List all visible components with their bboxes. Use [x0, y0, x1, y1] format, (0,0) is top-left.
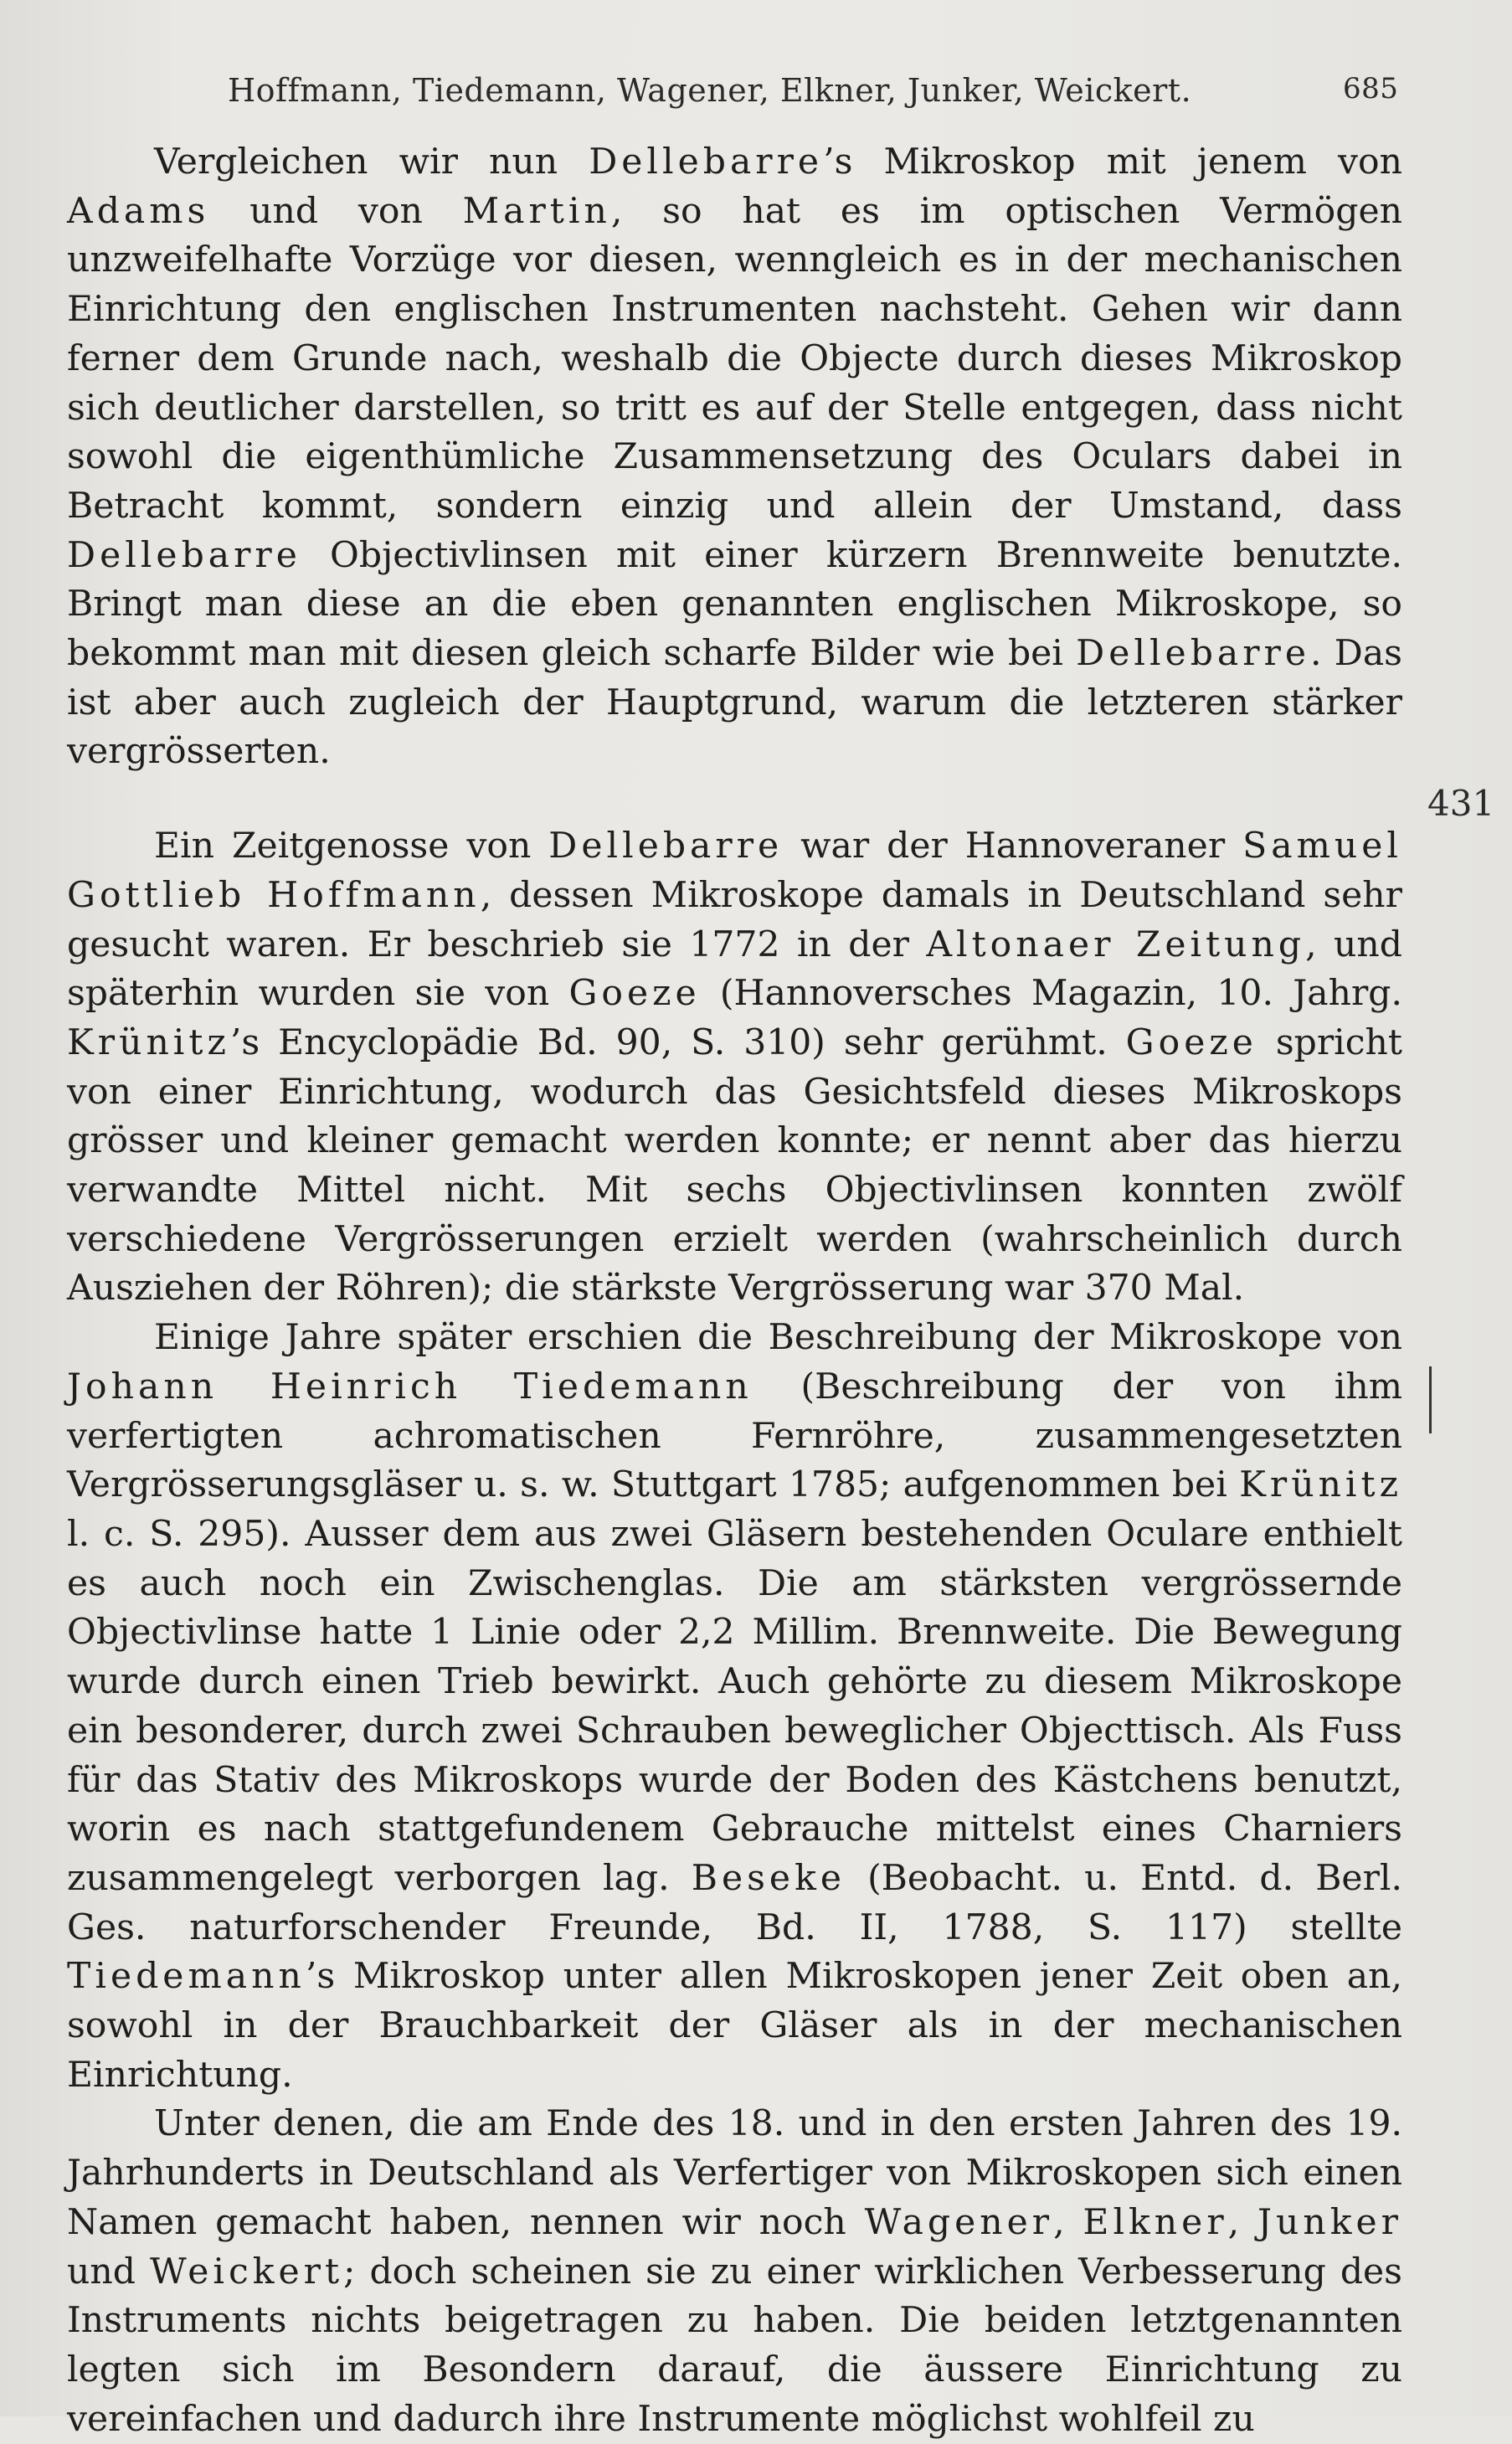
text-run: spricht von einer Einrichtung, wodurch das Gesichtsfeld dieses Mikroskops grösser und kleiner gemacht werden konnte; er nennt aber das hierzu verwandte Mittel nicht. Mit sechs Objectivlinsen konnten zwölf verschiedene Vergrösserungen erzielt werden (wahrscheinlich durch Ausziehen der Röhren); die stärkste Vergrösserung war 370 Mal. — [67, 1021, 1403, 1309]
margin-section-number: 431 — [1427, 783, 1495, 824]
paragraph-4 — [67, 2100, 1402, 2444]
spaced-name: Goeze — [1125, 1021, 1257, 1063]
spaced-name: Dellebarre — [1076, 633, 1311, 675]
margin-mark — [1429, 1366, 1432, 1433]
spaced-name: Dellebarre — [67, 534, 301, 576]
header-title: Hoffmann, Tiedemann, Wagener, Elkner, Junker, Weickert. — [228, 72, 1192, 109]
text-run: ; doch scheinen sie zu einer wirklichen Verbesserung des Instruments nichts beigetragen zu haben. Die beiden letztgenannten legten sich im Besondern darauf, die äussere Einrichtung zu vereinfachen und dadurch ihre Instrumente möglichst wohlfeil zu — [67, 2251, 1402, 2440]
paragraph-3 — [67, 1314, 1402, 2100]
spaced-name: Altonaer Zeitung — [926, 924, 1306, 965]
spaced-name: Goeze — [568, 973, 701, 1015]
spaced-name: Beseke — [691, 1857, 846, 1899]
spaced-name: Samuel Gottlieb Hoffmann — [67, 826, 1402, 916]
text-run: (Beschreibung der von ihm verfertigten achromatischen Fernröhre, zusammengesetzten Vergrösserungsgläser u. s. w. Stuttgart 1785; aufgenommen bei — [67, 1366, 1402, 1506]
text-run: , — [1227, 2201, 1257, 2243]
body-text — [67, 138, 1402, 2444]
text-run: l. c. S. 295). Ausser dem aus zwei Gläsern bestehenden Oculare enthielt es auch noch ein Zwischenglas. Die am stärksten vergrössernde Objectivlinse hatte 1 Linie oder 2,2 Millim. Brennweite. Die Bewegung wurde durch einen Trieb bewirkt. Auch gehörte zu diesem Mikroskope ein besonderer, durch zwei Schrauben beweglicher Objecttisch. Als Fuss für das Stativ des Mikroskops wurde der Boden des Kästchens benutzt, worin es nach stattgefundenem Gebrauche mittelst eines Charniers zusammengelegt verborgen lag. — [67, 1513, 1402, 1899]
page-number: 685 — [1343, 72, 1399, 105]
text-run: ’s Mikroskop unter allen Mikroskopen jener Zeit oben an, sowohl in der Brauchbarkeit der Gläser als in der mechanischen Einrichtung. — [67, 1956, 1402, 2096]
text-run: Unter denen, die am Ende des 18. und in den ersten Jahren des 19. Jahrhunderts in Deutschland als Verfertiger von Mikroskopen sich einen Namen gemacht haben, nennen wir noch — [67, 2103, 1402, 2243]
text-run: , — [1053, 2201, 1083, 2243]
spaced-name: Tiedemann — [67, 1956, 306, 1998]
spaced-name: Elkner — [1083, 2201, 1228, 2243]
text-run: und von — [209, 190, 463, 232]
text-run: Objectivlinsen mit einer kürzern Brennweite benutzte. Bringt man diese an die eben genannten englischen Mikroskope, so bekommt man mit diesen gleich scharfe Bilder wie bei — [67, 534, 1402, 675]
paragraph-1 — [67, 138, 1402, 777]
text-run: , und späterhin wurden sie von — [67, 924, 1402, 1015]
text-run: Einige Jahre später erschien die Beschreibung der Mikroskope von — [154, 1317, 1402, 1359]
paragraph-2 — [67, 822, 1402, 1314]
text-run: (Beobacht. u. Entd. d. Berl. Ges. naturforschender Freunde, Bd. II, 1788, S. 117) stellte — [67, 1857, 1402, 1948]
text-run: . Das ist aber auch zugleich der Hauptgrund, warum die letzteren stärker vergrösserten. — [67, 633, 1402, 773]
spaced-name: Weickert — [150, 2251, 344, 2292]
text-run: Ein Zeitgenosse von — [154, 826, 549, 867]
text-run: ’s Encyclopädie Bd. 90, S. 310) sehr gerühmt. — [229, 1021, 1126, 1063]
spaced-name: Krünitz — [1239, 1464, 1402, 1506]
spaced-name: Krünitz — [67, 1021, 230, 1063]
text-run: Vergleichen wir nun — [154, 141, 589, 183]
spaced-name: Johann Heinrich Tiedemann — [67, 1366, 753, 1407]
text-run: und — [67, 2251, 150, 2292]
spaced-name: Dellebarre — [589, 141, 824, 183]
spaced-name: Adams — [67, 190, 210, 232]
spaced-name: Junker — [1257, 2201, 1402, 2243]
text-run: war der Hannoveraner — [783, 826, 1243, 867]
text-run: ’s Mikroskop mit jenem von — [823, 141, 1402, 183]
text-run: , dessen Mikroskope damals in Deutschland sehr gesucht waren. Er beschrieb sie 1772 in der — [67, 874, 1402, 965]
spaced-name: Martin — [462, 190, 611, 232]
text-run: (Hannoversches Magazin, 10. Jahrg. — [700, 973, 1402, 1015]
spaced-name: Wagener — [864, 2201, 1054, 2243]
spaced-name: Dellebarre — [548, 826, 784, 867]
text-run: , so hat es im optischen Vermögen unzweifelhafte Vorzüge vor diesen, wenngleich es in der mechanischen Einrichtung den englischen Instrumenten nachsteht. Gehen wir dann ferner dem Grunde nach, weshalb die Objecte durch dieses Mikroskop sich deutlicher darstellen, so tritt es auf der Stelle entgegen, dass nicht sowohl die eigenthümliche Zusammensetzung des Oculars dabei in Betracht kommt, sondern einzig und allein der Umstand, dass — [67, 190, 1402, 527]
